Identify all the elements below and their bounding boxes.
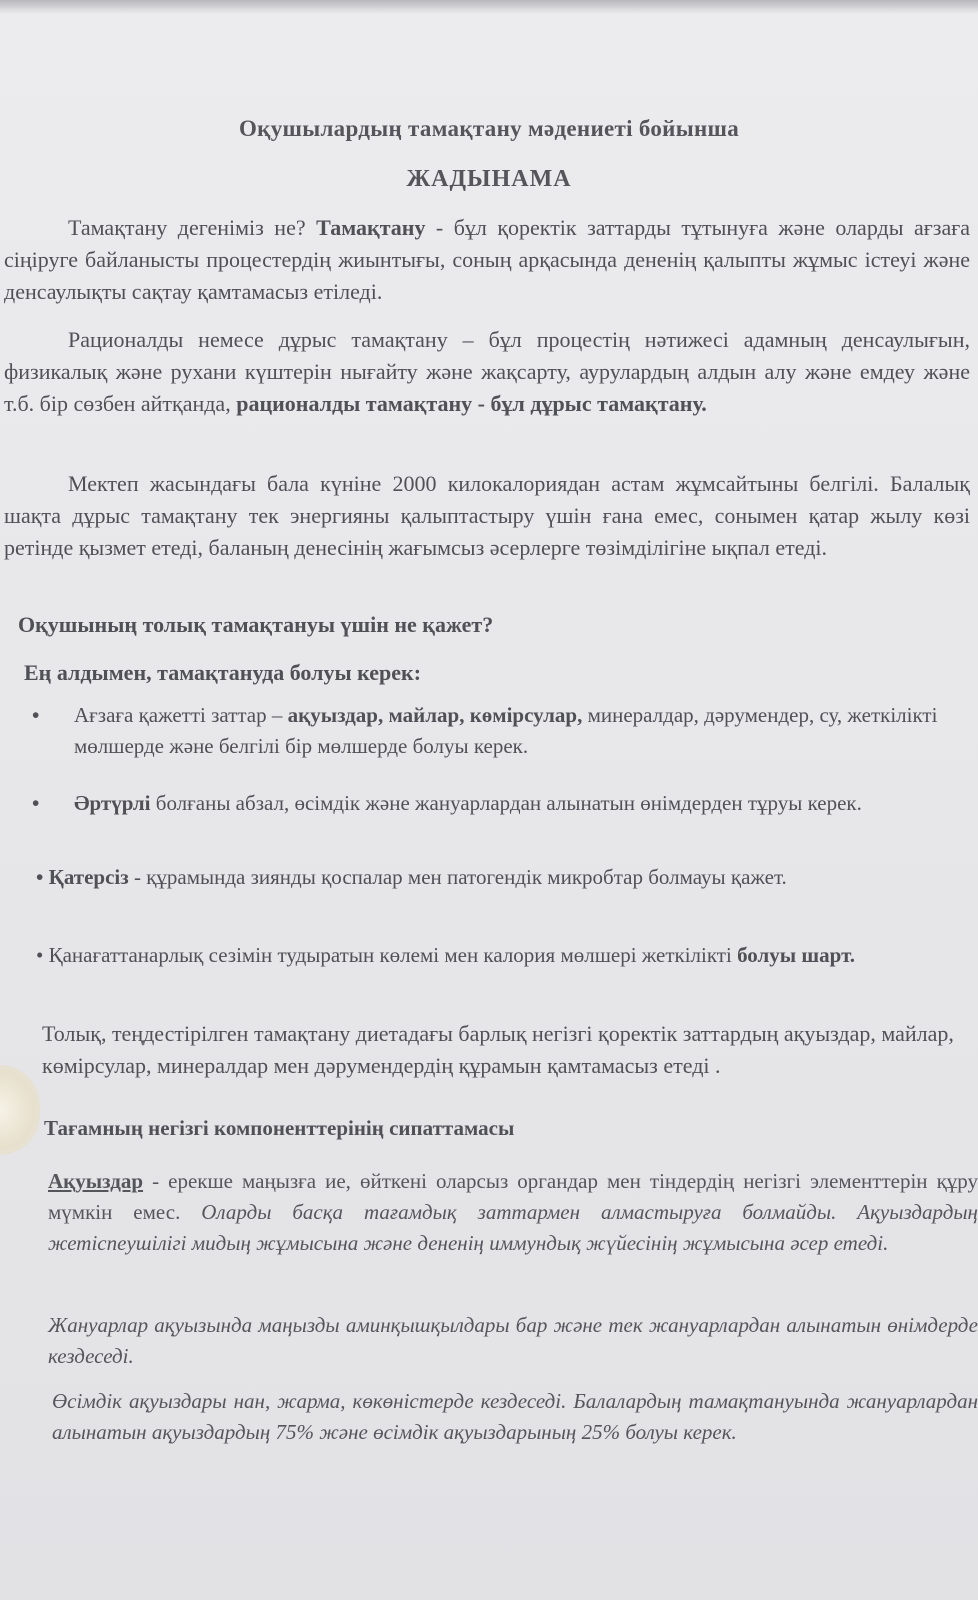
list-item-bold-text: Әртүрлі xyxy=(74,791,151,815)
list-item-variety xyxy=(32,788,958,819)
list-item-essential-substances xyxy=(32,700,958,762)
term-proteins: Ақуыздар xyxy=(48,1169,144,1193)
paragraph-proteins xyxy=(48,1166,978,1259)
paragraph-bold-term: Тамақтану xyxy=(316,215,426,240)
list-item-body-text: минералдар, дәрумендер, су, жеткілікті мөлшерде және белгілі бір мөлшерде болуы керек. xyxy=(74,703,938,758)
list-item-satisfying xyxy=(36,940,956,971)
document-title-line1: Оқушылардың тамақтану мәдениеті бойынша xyxy=(238,116,740,141)
paragraph-school-child-energy: Мектеп жасындағы бала күніне 2000 килокалориядан астам жұмсайтыны белгілі. Балалық шақта дұрыс тамақтану тек энергияны қалыптастыру үшін ғана емес, сонымен қатар жылу көзі ретінде қызмет етеді, баланың денесінің жағымсыз әсерлерге төзімділігіне ықпал етеді. xyxy=(4,471,970,560)
list-item-lead-text: Ағзаға қажетті заттар – xyxy=(74,703,288,727)
paragraph-balanced-diet: Толық, теңдестірілген тамақтану диетадағы барлық негізгі қоректік заттардың ақуыздар, майлар, көмірсулар, минералдар мен дәрумендердің құрамын қамтамасыз етеді . xyxy=(42,1021,954,1078)
paragraph-nutrition-definition xyxy=(4,212,970,308)
list-item-body-text: - құрамында зиянды қоспалар мен патогендік микробтар болмауы қажет. xyxy=(128,865,787,889)
list-item-body-text: болғаны абзал, өсімдік және жануарлардан алынатын өнімдерден тұруы керек. xyxy=(150,791,862,815)
section-heading-requirements: Оқушының толық тамақтануы үшін не қажет? xyxy=(18,612,494,637)
paragraph-rational-nutrition xyxy=(4,324,970,420)
paragraph-italic-text: Оларды басқа тағамдық заттармен алмастыруға болмайды. Ақуыздардың жетіспеушілігі мидың жұмысына және дененің иммундық жүйесінің жұмысына әсер етеді. xyxy=(48,1200,978,1255)
paragraph-plant-protein: Өсімдік ақуыздары нан, жарма, көкөністерде кездеседі. Балалардың тамақтануында жануарлардан алынатын ақуыздардың 75% және өсімдік ақуыздарының 25% болуы керек. xyxy=(52,1389,978,1444)
document-title-line2: ЖАДЫНАМА xyxy=(406,166,572,192)
list-item-harmless xyxy=(36,862,956,893)
section-heading-food-components: Тағамның негізгі компоненттерінің сипаттамасы xyxy=(44,1116,515,1140)
bullet-dot: • xyxy=(32,791,40,815)
paragraph-lead-text: Тамақтану дегеніміз не? xyxy=(68,215,317,240)
paragraph-body-text: - бұл қоректік заттарды тұтынуға және оларды ағзаға сіңіруге байланысты процестердің жиынтығы, соның арқасында дененің қалыпты жұмыс істеуі және денсаулықты сақтау қамтамасыз етіледі. xyxy=(4,215,970,304)
list-item-bold-text: • Қатерсіз xyxy=(36,865,129,889)
paragraph-animal-protein: Жануарлар ақуызында маңызды аминқышқылдары бар және тек жануарлардан алынатын өнімдерде кездеседі. xyxy=(48,1313,978,1368)
bullet-dot: • xyxy=(32,703,40,727)
paragraph-body-text: Рационалды немесе дұрыс тамақтану – бұл процестің нәтижесі адамның денсаулығын, физикалық және рухани күштерін нығайту және жақсарту, аурулардың алдын алу және емдеу және т.б. бір сөзбен айтқанда, xyxy=(4,327,970,416)
list-item-bold-text: ақуыздар, майлар, көмірсулар, xyxy=(287,703,583,727)
list-item-bold-text: болуы шарт. xyxy=(737,943,856,967)
section-heading-first-of-all: Ең алдымен, тамақтануда болуы керек: xyxy=(24,660,422,685)
paragraph-bold-conclusion: рационалды тамақтану - бұл дұрыс тамақтану. xyxy=(236,391,707,416)
paragraph-body-text: - ерекше маңызға ие, өйткені оларсыз органдар мен тіндердің негізгі элементтерін құру мүмкін емес. xyxy=(48,1169,978,1224)
list-item-body-text: • Қанағаттанарлық сезімін тудыратын көлемі мен калория мөлшері жеткілікті xyxy=(36,943,738,967)
